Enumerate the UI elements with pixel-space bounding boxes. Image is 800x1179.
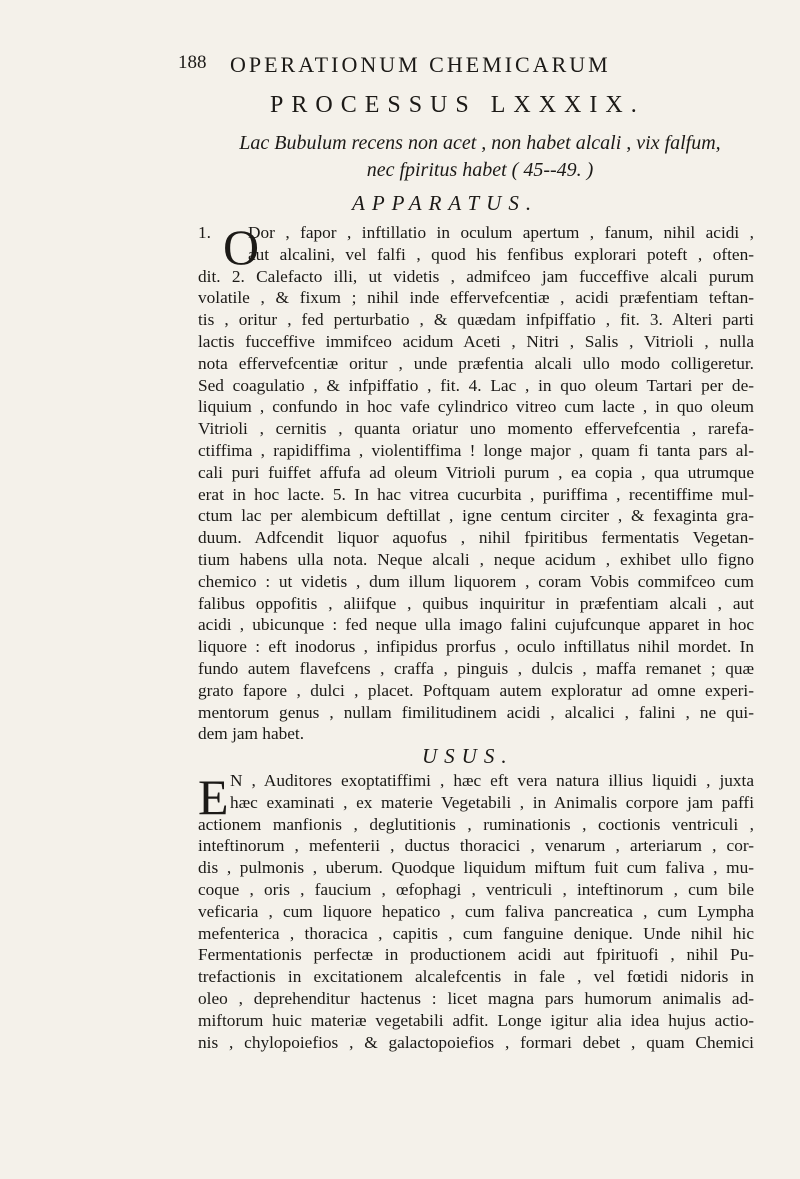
text-line: oleo , deprehenditur hactenus : licet magna pars humorum animalis ad- <box>198 988 754 1008</box>
text-line: tium habens ulla nota. Neque alcali , neque acidum , exhibet ullo figno <box>198 549 754 569</box>
text-line: veficaria , cum liquore hepatico , cum faliva pancreatica , cum Lympha <box>198 901 754 921</box>
text-line: nis , chylopoiefios , & galactopoiefios , formari debet , quam Chemici <box>198 1032 754 1052</box>
text-line: dis , pulmonis , uberum. Quodque liquidum miftum fuit cum faliva , mu- <box>198 858 754 878</box>
text-line: Fermentationis perfectæ in productionem acidi aut fpirituofi , nihil Pu- <box>198 945 754 965</box>
text-line: dit. 2. Calefacto illi, ut videtis , admifceo jam fucceffive alcali purum <box>198 266 754 286</box>
text-line: cali puri fuiffet affufa ad oleum Vitrioli purum , ea copia , qua utrumque <box>198 462 754 482</box>
subtitle-line: Lac Bubulum recens non acet , non habet alcali , vix falfum, <box>239 132 721 154</box>
running-head: OPERATIONUM CHEMICARUM <box>230 52 611 77</box>
text-line: inteftinorum , mefenterii , ductus thoracici , venarum , arteriarum , cor- <box>198 836 754 856</box>
page-number: 188 <box>178 52 207 73</box>
drop-cap: E <box>198 769 229 825</box>
text-line: duum. Adfcendit liquor aquofus , nihil fpiritibus fermentatis Vegetan- <box>198 528 754 548</box>
text-line: volatile , & fixum ; nihil inde effervefcentiæ , acidi præfentiam teftan- <box>198 288 754 308</box>
text-line: ctiffima , rapidiffima , violentiffima ! longe major , quam fi tanta pars al- <box>198 440 754 460</box>
text-line: chemico : ut videtis , dum illum liquorem , coram Vobis commifceo cum <box>198 571 754 591</box>
text-line: nota effervefcentiæ oritur , unde præfentia alcali ullo modo colligeretur. <box>198 353 754 373</box>
text-line: tis , oritur , fed perturbatio , & quædam infpiffatio , fit. 3. Alteri parti <box>198 310 754 330</box>
page-header <box>178 52 738 76</box>
subtitle-line: nec fpiritus habet ( 45--49. ) <box>366 159 594 181</box>
text-line: aut alcalini, vel falfi , quod his fenfibus explorari poteft , often- <box>248 244 754 264</box>
text-line: Vitrioli , cernitis , quanta oriatur uno momento effervefcentia , rarefa- <box>198 419 754 439</box>
section-heading-apparatus: APPARATUS. <box>352 191 539 215</box>
drop-cap: O <box>223 219 260 275</box>
text-line: mentorum genus , nullam fimilitudinem acidi , alcalici , falini , ne qui- <box>198 702 754 722</box>
process-subtitle <box>200 130 760 184</box>
text-line: lactis fucceffive immifceo acidum Aceti , Nitri , Salis , Vitrioli , nulla <box>198 331 754 351</box>
text-line: miftorum huic materiæ vegetabili adfit. Longe igitur alia idea hujus actio- <box>198 1010 754 1030</box>
text-line: Dor , fapor , inftillatio in oculum apertum , fanum, nihil acidi , <box>248 223 754 242</box>
text-line: actionem manfionis , deglutitionis , ruminationis , coctionis ventriculi , <box>198 814 754 834</box>
text-line: falibus oppofitis , aliifque , quibus inquiritur in præfentiam alcali , aut <box>198 593 754 613</box>
apparatus-paragraph <box>198 219 754 745</box>
text-line: hæc examinati , ex materie Vegetabili , in Animalis corpore jam paffi <box>230 792 754 812</box>
text-line: mefenterica , thoracica , capitis , cum fanguine denique. Unde nihil hic <box>198 923 754 943</box>
text-line: ctum lac per alembicum deftillat , igne centum circiter , & fexaginta gra- <box>198 506 754 526</box>
text-line: N , Auditores exoptatiffimi , hæc eft vera natura illius liquidi , juxta <box>230 771 754 790</box>
text-line: coque , oris , faucium , œfophagi , ventriculi , inteftinorum , cum bile <box>198 879 754 899</box>
text-line: grato fapore , dulci , placet. Poftquam autem exploratur ad omne experi- <box>198 680 754 700</box>
usus-paragraph <box>198 770 754 1053</box>
process-title: PROCESSUS LXXXIX. <box>270 92 645 118</box>
paragraph-number: 1. <box>198 223 211 242</box>
text-line: dem jam habet. <box>198 724 305 744</box>
text-line: liquium , confundo in hoc vafe cylindrico vitreo cum lacte , in quo oleum <box>198 397 754 417</box>
text-line: Sed coagulatio , & infpiffatio , fit. 4. Lac , in quo oleum Tartari per de- <box>198 375 754 395</box>
text-line: erat in hoc lacte. 5. In hac vitrea cucurbita , puriffima , recentiffime mul- <box>198 484 754 504</box>
text-line: trefactionis in excitationem alcalefcentis in fale , vel fœtidi nidoris in <box>198 967 754 987</box>
text-line: liquore : eft inodorus , infipidus prorfus , oculo inftillatus nihil mordet. In <box>198 637 754 657</box>
section-heading-usus: USUS. <box>422 744 514 768</box>
text-line: acidi , ubicunque : fed neque ulla imago falini cujufcunque apparet in hoc <box>198 615 754 635</box>
text-line: fundo autem flavefcens , craffa , pinguis , dulcis , maffa remanet ; quæ <box>198 658 754 678</box>
